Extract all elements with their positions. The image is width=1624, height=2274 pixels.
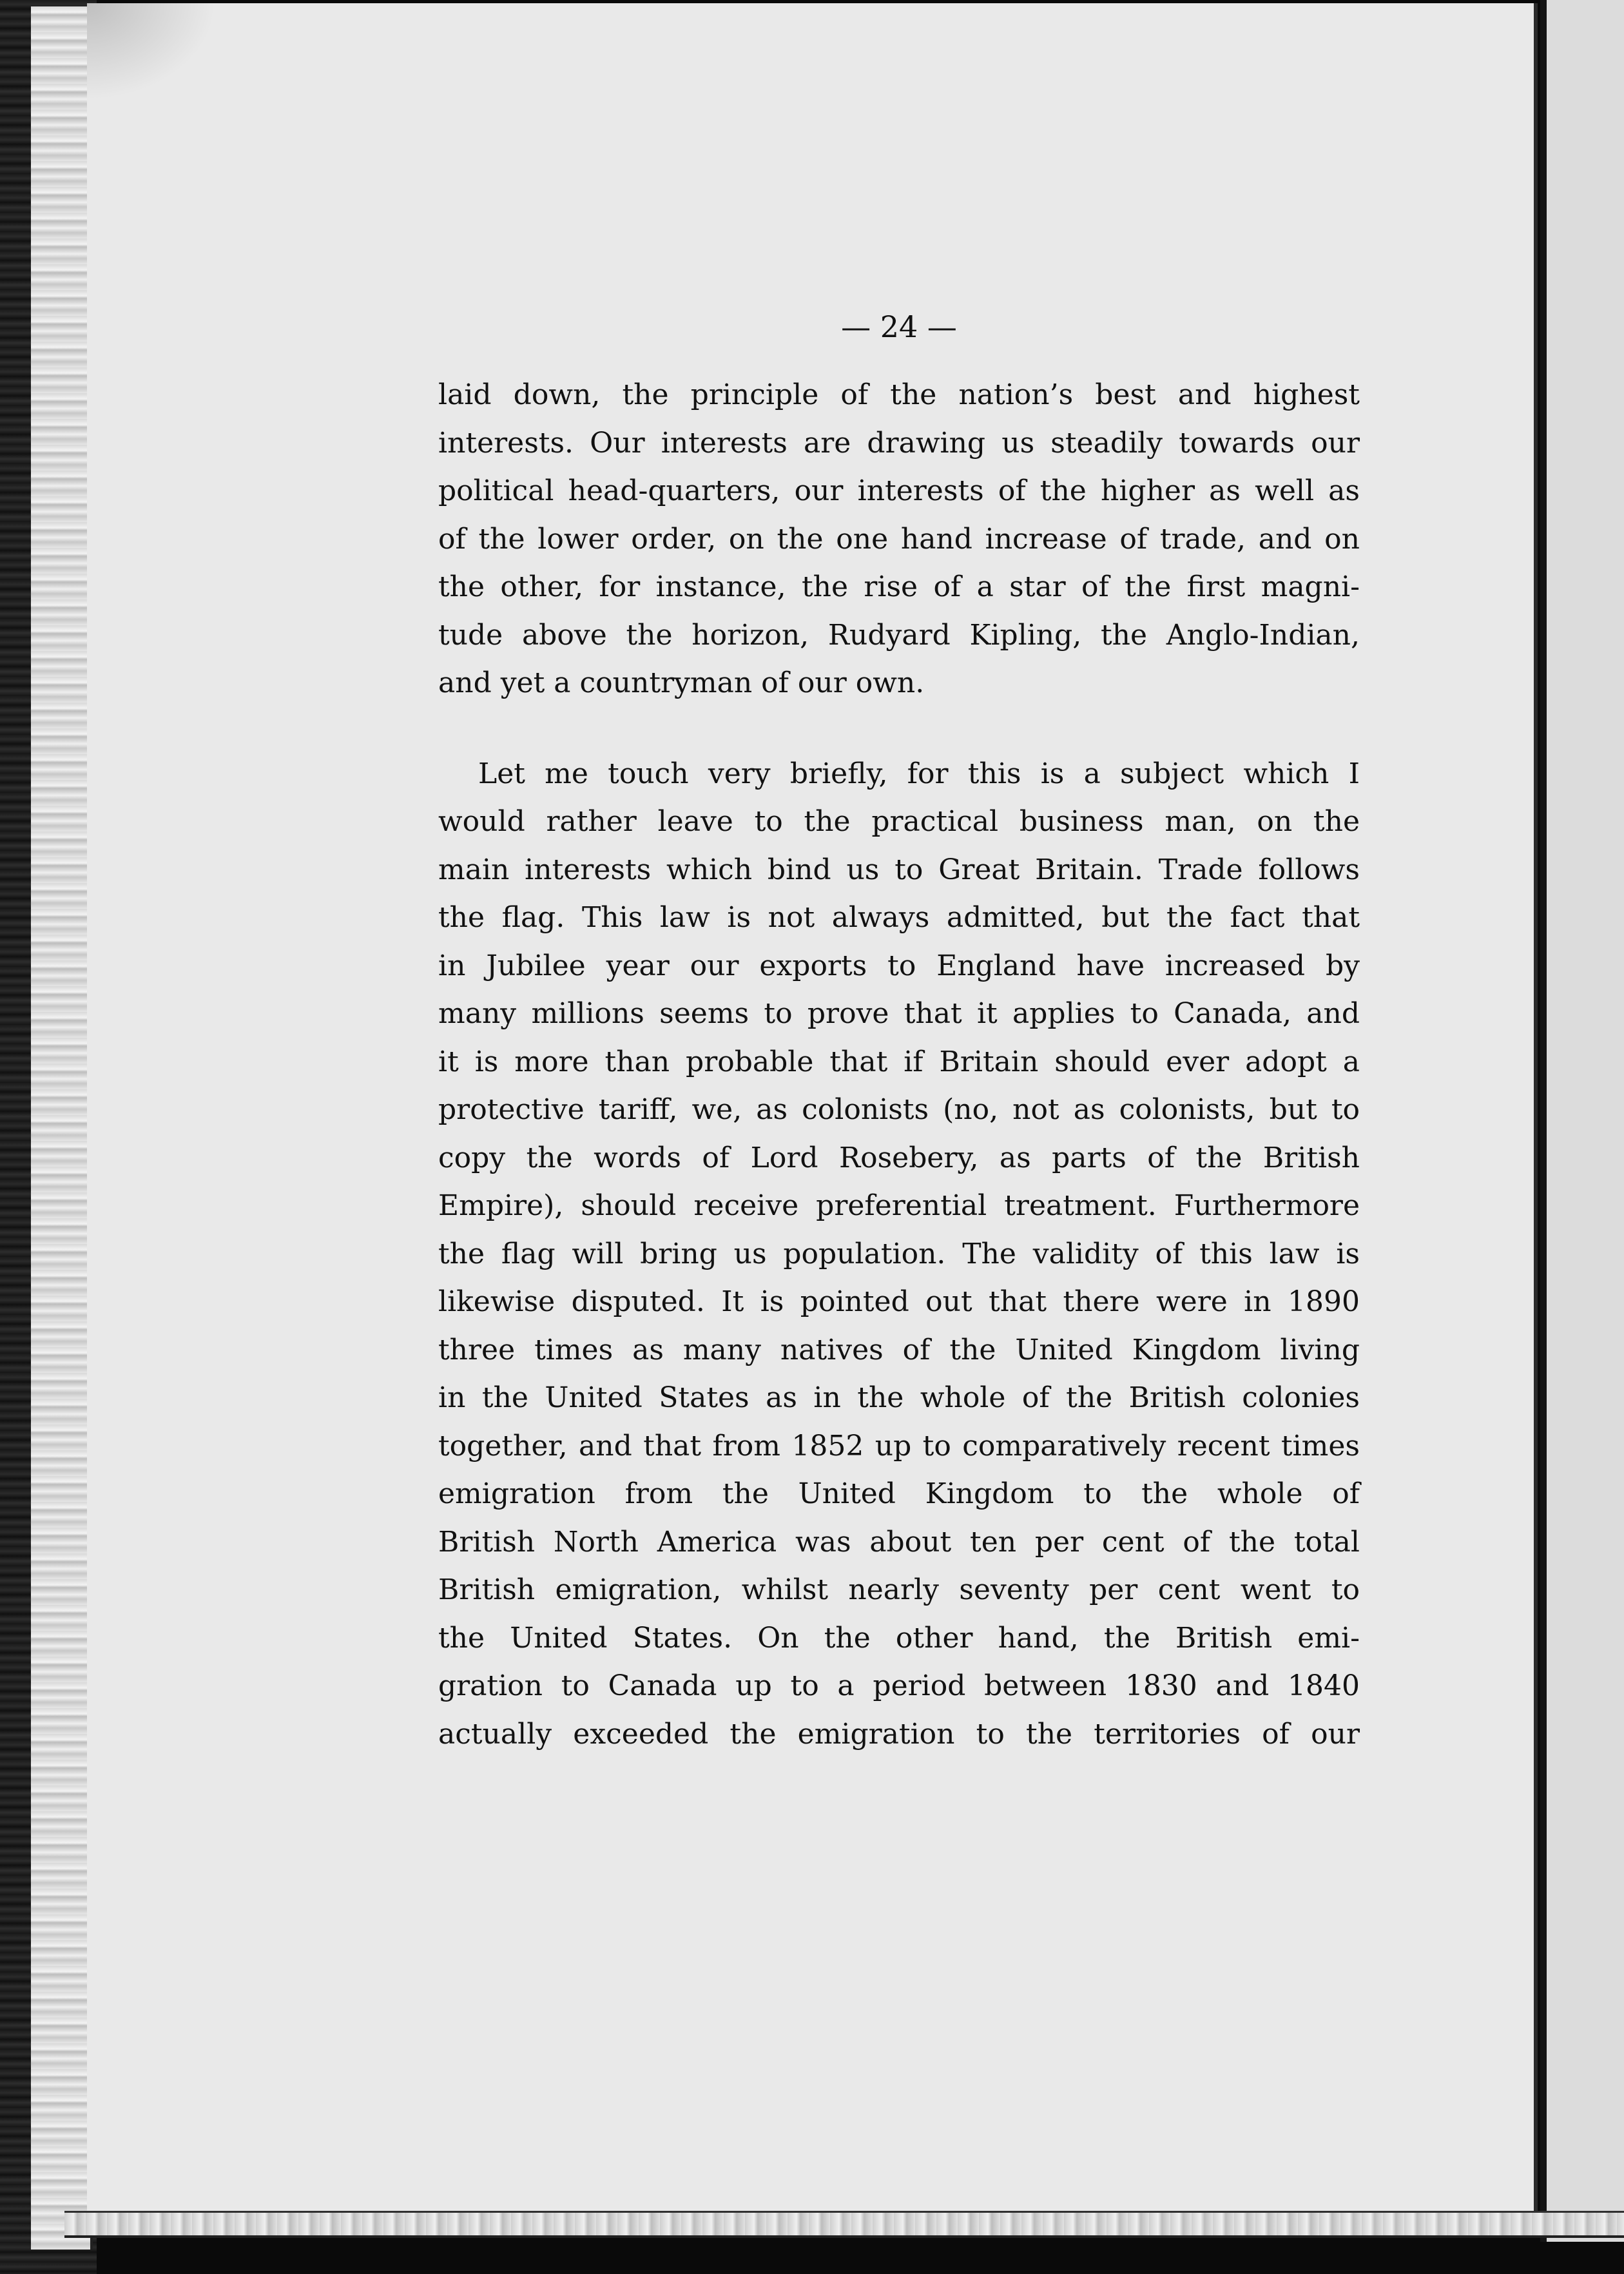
page-text bbox=[438, 303, 1360, 1758]
text-line: tude above the horizon, Rudyard Kipling, the Anglo-Indian, bbox=[438, 618, 1360, 652]
text-line: the other, for instance, the rise of a star of the first magni- bbox=[438, 570, 1360, 603]
text-line: of the lower order, on the one hand increase of trade, and on bbox=[438, 522, 1360, 556]
text-line: laid down, the principle of the nation’s best and highest bbox=[438, 378, 1360, 411]
paragraph-1 bbox=[438, 371, 1360, 708]
text-line: the flag. This law is not always admitted, but the fact that bbox=[438, 901, 1360, 934]
text-line: in Jubilee year our exports to England have increased by bbox=[438, 949, 1360, 982]
text-line: political head-quarters, our interests of the higher as well as bbox=[438, 474, 1360, 507]
text-line: together, and that from 1852 up to comparatively recent times bbox=[438, 1429, 1360, 1463]
page-corner-stain bbox=[87, 3, 216, 100]
text-line: copy the words of Lord Rosebery, as parts of the British bbox=[438, 1141, 1360, 1174]
text-line: British North America was about ten per cent of the total bbox=[438, 1525, 1360, 1559]
text-line: interests. Our interests are drawing us steadily towards our bbox=[438, 426, 1360, 460]
rough-paper-edge bbox=[31, 6, 93, 2250]
text-line: it is more than probable that if Britain should ever adopt a bbox=[438, 1045, 1360, 1078]
text-line: gration to Canada up to a period between 1830 and 1840 bbox=[438, 1669, 1360, 1702]
text-line: Let me touch very briefly, for this is a subject which I bbox=[478, 757, 1360, 790]
text-line: actually exceeded the emigration to the territories of our bbox=[438, 1717, 1360, 1751]
text-line: three times as many natives of the United Kingdom living bbox=[438, 1333, 1360, 1366]
paragraph-spacer bbox=[438, 708, 1360, 750]
text-line: and yet a countryman of our own. bbox=[438, 666, 925, 699]
text-line: main interests which bind us to Great Britain. Trade follows bbox=[438, 853, 1360, 886]
adjacent-page-edge bbox=[1540, 0, 1624, 2242]
page-number: — 24 — bbox=[841, 309, 957, 344]
paragraph-2 bbox=[438, 750, 1360, 1759]
text-line: protective tariff, we, as colonists (no, not as colonists, but to bbox=[438, 1093, 1360, 1126]
text-line: the United States. On the other hand, the British emi- bbox=[438, 1621, 1360, 1655]
text-line: many millions seems to prove that it applies to Canada, and bbox=[438, 997, 1360, 1030]
text-line: emigration from the United Kingdom to the whole of bbox=[438, 1477, 1360, 1510]
text-line: in the United States as in the whole of the British colonies bbox=[438, 1381, 1360, 1414]
text-line: likewise disputed. It is pointed out that there were in 1890 bbox=[438, 1285, 1360, 1318]
bottom-paper-edge bbox=[64, 2211, 1624, 2238]
text-line: British emigration, whilst nearly seventy per cent went to bbox=[438, 1573, 1360, 1606]
text-line: would rather leave to the practical business man, on the bbox=[438, 805, 1360, 838]
text-line: Empire), should receive preferential treatment. Furthermore bbox=[438, 1189, 1360, 1222]
text-line: the flag will bring us population. The validity of this law is bbox=[438, 1237, 1360, 1270]
